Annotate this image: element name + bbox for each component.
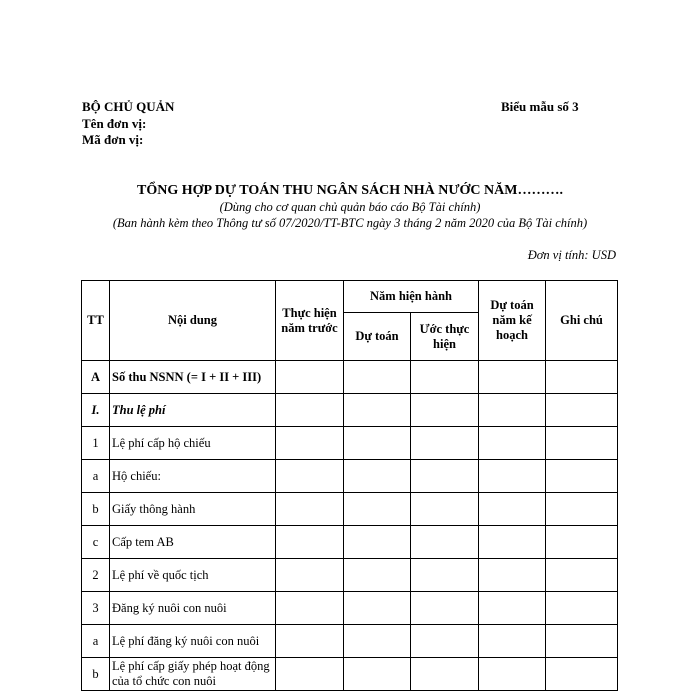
cell-plan <box>479 625 546 658</box>
row-tt: 2 <box>82 559 110 592</box>
document-subtitle: (Dùng cho cơ quan chủ quản báo cáo Bộ Tài chính) <box>219 200 481 214</box>
cell-plan <box>479 427 546 460</box>
cell-prev-year <box>276 394 344 427</box>
cell-plan <box>479 592 546 625</box>
cell-expected <box>411 460 479 493</box>
row-tt: 1 <box>82 427 110 460</box>
row-tt: 3 <box>82 592 110 625</box>
cell-estimate <box>344 493 411 526</box>
unit-name-label: Tên đơn vị: <box>82 116 147 131</box>
row-tt: b <box>82 658 110 691</box>
table-row <box>82 526 618 559</box>
row-tt: I. <box>82 394 110 427</box>
table-row <box>82 394 618 427</box>
table-row <box>82 460 618 493</box>
cell-note <box>546 625 618 658</box>
cell-note <box>546 361 618 394</box>
cell-prev-year <box>276 592 344 625</box>
table-row <box>82 559 618 592</box>
header-tt: TT <box>82 281 110 361</box>
cell-expected <box>411 559 479 592</box>
cell-note <box>546 658 618 691</box>
cell-expected <box>411 592 479 625</box>
cell-note <box>546 493 618 526</box>
cell-plan <box>479 493 546 526</box>
row-tt: A <box>82 361 110 394</box>
cell-prev-year <box>276 493 344 526</box>
cell-note <box>546 460 618 493</box>
table-row <box>82 493 618 526</box>
table-row <box>82 361 618 394</box>
cell-plan <box>479 559 546 592</box>
agency-label: BỘ CHỦ QUẢN <box>82 99 175 114</box>
cell-note <box>546 526 618 559</box>
cell-note <box>546 427 618 460</box>
row-content: Lệ phí về quốc tịch <box>110 559 276 592</box>
row-tt: a <box>82 625 110 658</box>
cell-note <box>546 394 618 427</box>
row-content: Lệ phí cấp hộ chiếu <box>110 427 276 460</box>
header-plan: Dự toán năm kế hoạch <box>479 281 546 361</box>
form-number: Biểu mẫu số 3 <box>501 99 579 114</box>
table-row <box>82 658 618 691</box>
row-content: Lệ phí đăng ký nuôi con nuôi <box>110 625 276 658</box>
cell-prev-year <box>276 361 344 394</box>
unit-note: Đơn vị tính: USD <box>527 248 616 262</box>
header-current-year: Năm hiện hành <box>344 281 479 313</box>
cell-expected <box>411 658 479 691</box>
budget-table <box>81 280 618 691</box>
header-expected: Ước thực hiện <box>411 313 479 361</box>
cell-estimate <box>344 394 411 427</box>
cell-plan <box>479 361 546 394</box>
table-row <box>82 625 618 658</box>
row-content: Lệ phí cấp giấy phép hoạt động của tổ chức con nuôi <box>110 658 276 691</box>
cell-plan <box>479 394 546 427</box>
header-prev-year: Thực hiện năm trước <box>276 281 344 361</box>
cell-estimate <box>344 559 411 592</box>
unit-code-label: Mã đơn vị: <box>82 132 144 147</box>
cell-prev-year <box>276 427 344 460</box>
cell-estimate <box>344 658 411 691</box>
cell-note <box>546 592 618 625</box>
cell-prev-year <box>276 460 344 493</box>
cell-estimate <box>344 592 411 625</box>
cell-prev-year <box>276 526 344 559</box>
header-note: Ghi chú <box>546 281 618 361</box>
row-content: Hộ chiếu: <box>110 460 276 493</box>
header-content: Nội dung <box>110 281 276 361</box>
cell-prev-year <box>276 658 344 691</box>
cell-estimate <box>344 526 411 559</box>
cell-estimate <box>344 361 411 394</box>
row-content: Thu lệ phí <box>110 394 276 427</box>
row-tt: b <box>82 493 110 526</box>
row-content: Số thu NSNN (= I + II + III) <box>110 361 276 394</box>
cell-estimate <box>344 625 411 658</box>
row-tt: a <box>82 460 110 493</box>
cell-estimate <box>344 460 411 493</box>
table-row <box>82 592 618 625</box>
cell-plan <box>479 526 546 559</box>
cell-plan <box>479 460 546 493</box>
document-title: TỔNG HỢP DỰ TOÁN THU NGÂN SÁCH NHÀ NƯỚC NĂM………. <box>137 183 563 198</box>
cell-expected <box>411 394 479 427</box>
cell-expected <box>411 361 479 394</box>
header-estimate: Dự toán <box>344 313 411 361</box>
cell-expected <box>411 526 479 559</box>
cell-expected <box>411 625 479 658</box>
row-tt: c <box>82 526 110 559</box>
cell-prev-year <box>276 625 344 658</box>
document-legal-basis: (Ban hành kèm theo Thông tư số 07/2020/TT-BTC ngày 3 tháng 2 năm 2020 của Bộ Tài chính) <box>112 216 588 230</box>
cell-estimate <box>344 427 411 460</box>
cell-prev-year <box>276 559 344 592</box>
table-row <box>82 427 618 460</box>
row-content: Đăng ký nuôi con nuôi <box>110 592 276 625</box>
row-content: Cấp tem AB <box>110 526 276 559</box>
cell-plan <box>479 658 546 691</box>
cell-expected <box>411 493 479 526</box>
cell-note <box>546 559 618 592</box>
row-content: Giấy thông hành <box>110 493 276 526</box>
cell-expected <box>411 427 479 460</box>
